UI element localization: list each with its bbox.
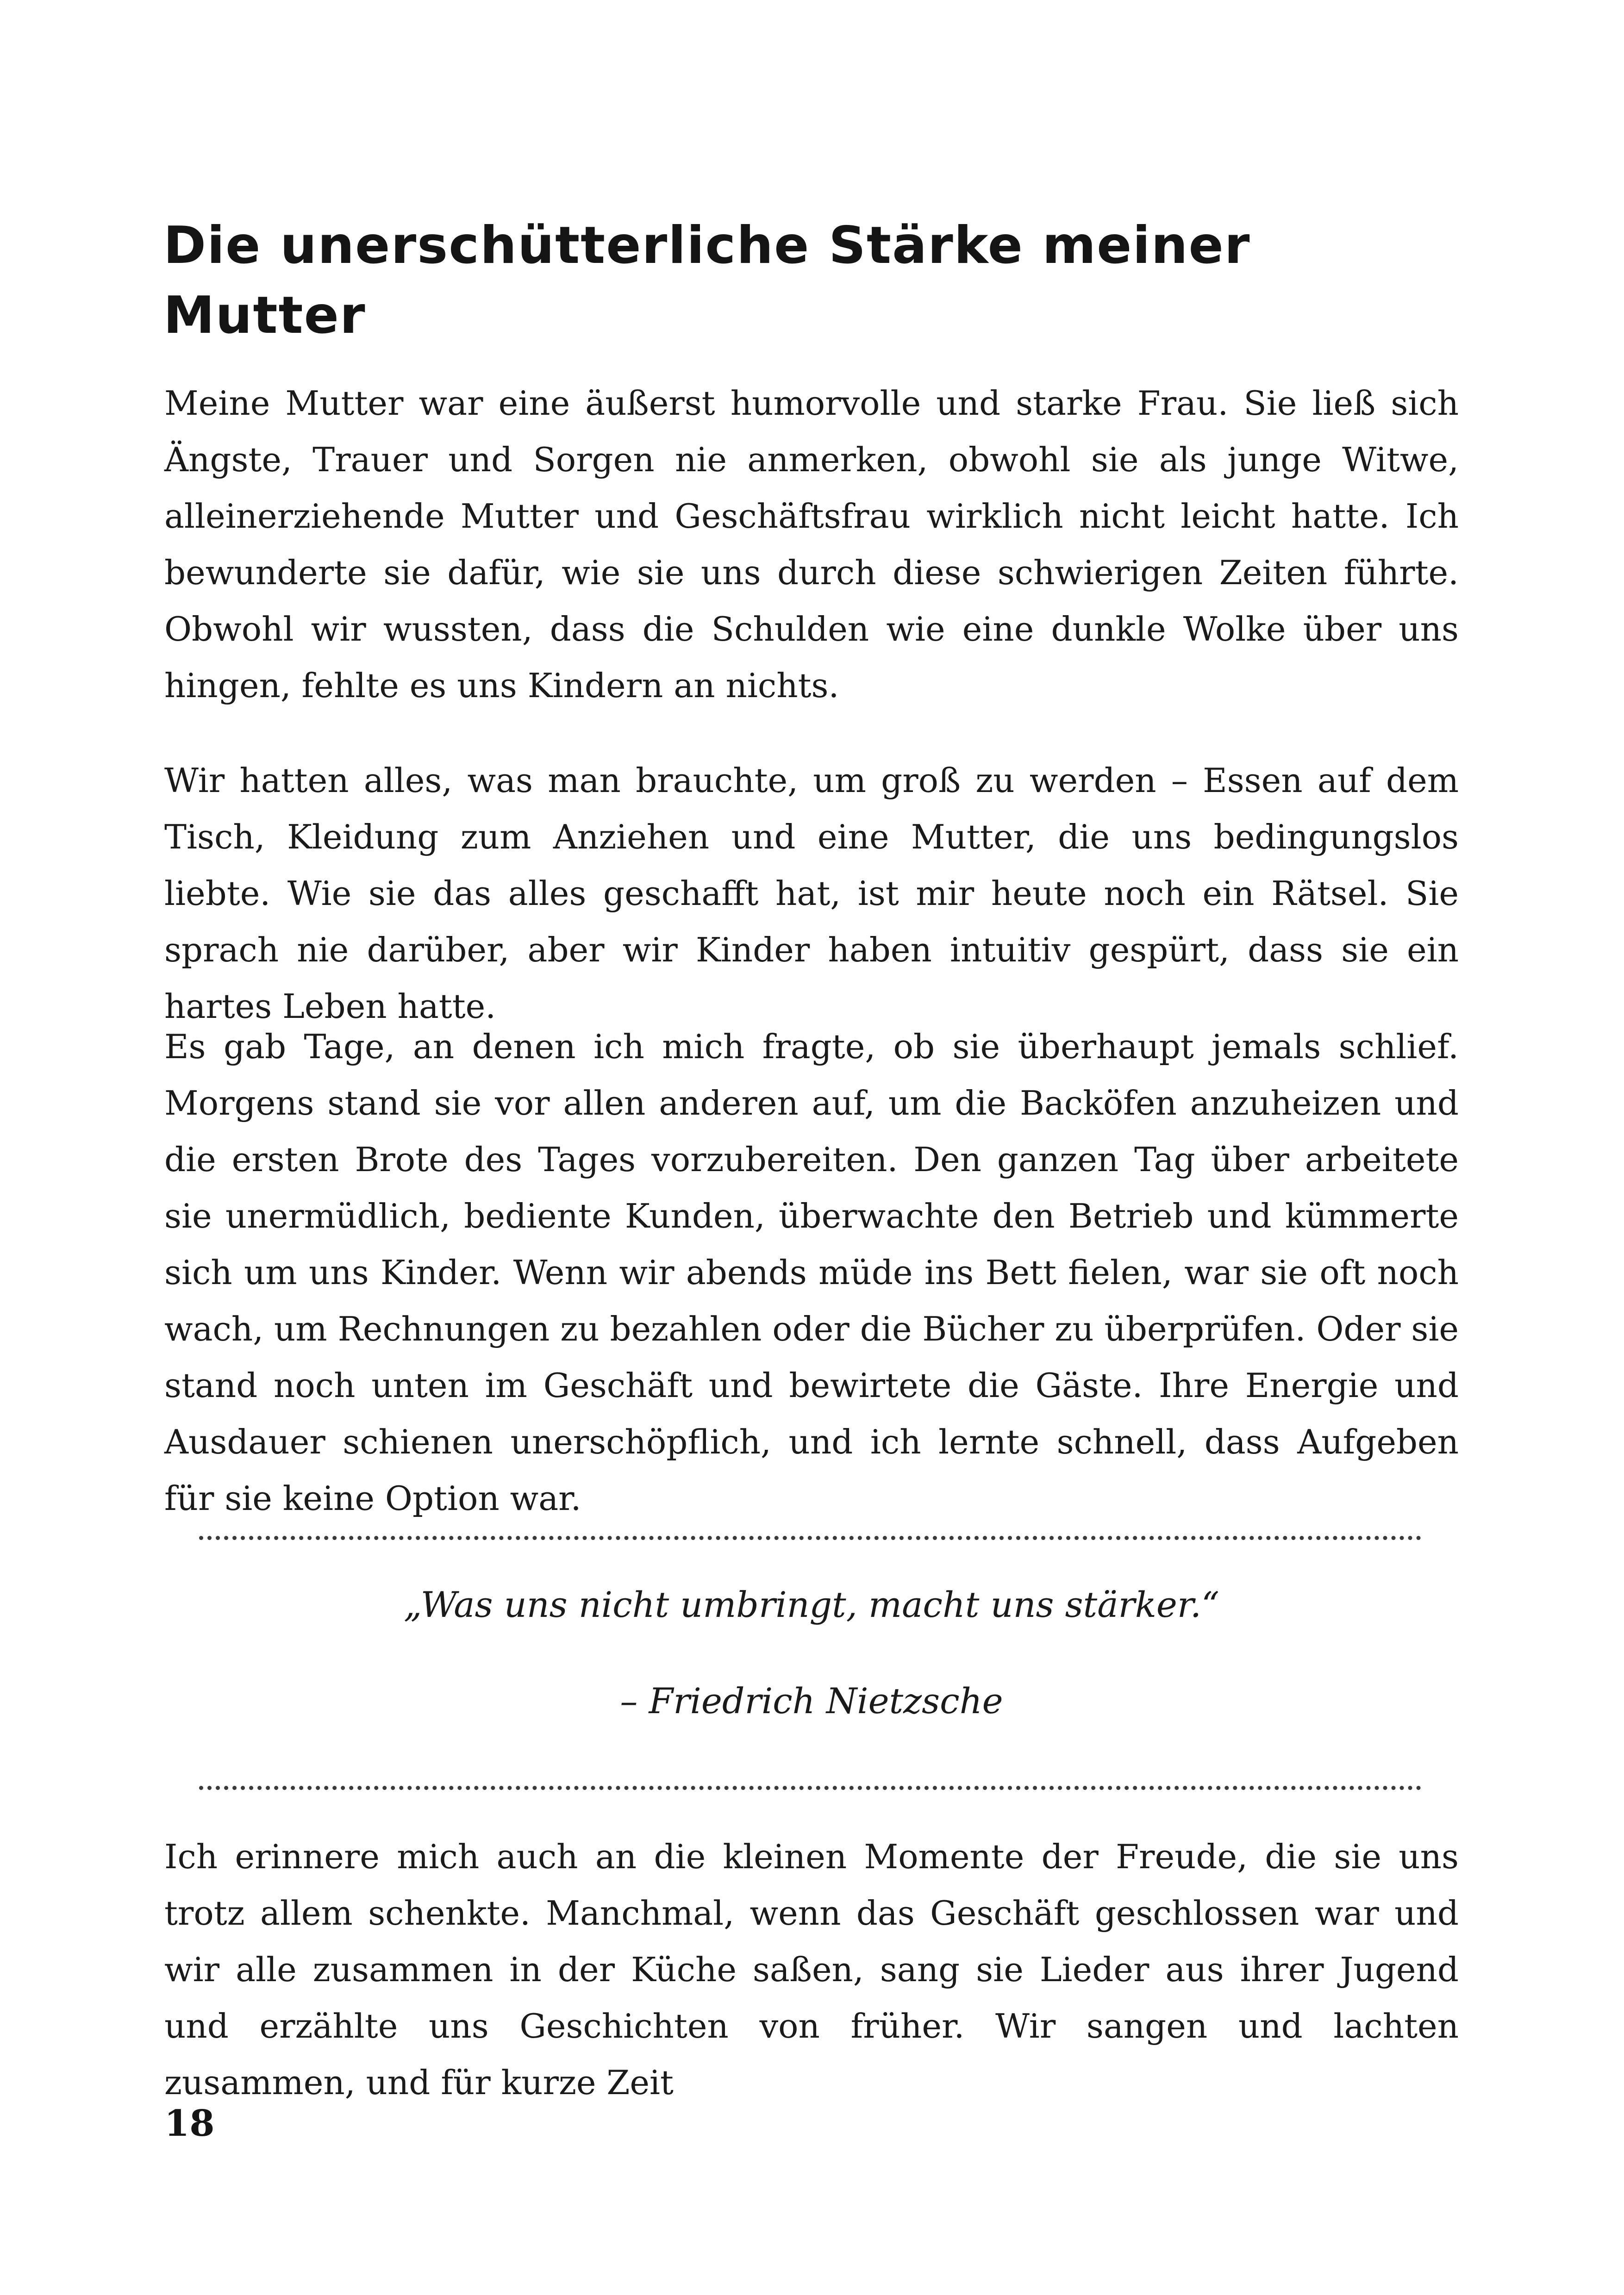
paragraph-4: Ich erinnere mich auch an die kleinen Momente der Freude, die sie uns trotz allem schenkte. Manchmal, wenn das Geschäft geschlossen war und wir alle zusammen in der Küche saßen, sang sie Lieder aus ihrer Jugend und erzählte uns Geschichten von früher. Wir sangen und lachten zusammen, und für kurze Zeit bbox=[164, 1837, 1459, 2102]
dotted-divider-bottom bbox=[199, 1786, 1421, 1790]
quote-author: – Friedrich Nietzsche bbox=[620, 1680, 1003, 1721]
paragraph-3: Es gab Tage, an denen ich mich fragte, ob sie überhaupt jemals schlief. Morgens stand sie vor allen anderen auf, um die Backöfen anzuheizen und die ersten Brote des Tages vorzubereiten. Den ganzen Tag über arbeitete sie unermüdlich, bediente Kunden, überwachte den Betrieb und kümmerte sich um uns Kinder. Wenn wir abends müde ins Bett fielen, war sie oft noch wach, um Rechnungen zu bezahlen oder die Bücher zu überprüfen. Oder sie stand noch unten im Geschäft und bewirtete die Gäste. Ihre Energie und Ausdauer schienen unerschöpflich, und ich lernte schnell, dass Aufgeben für sie keine Option war. bbox=[164, 1027, 1459, 1518]
page-number: 18 bbox=[164, 2102, 215, 2145]
paragraph-2: Wir hatten alles, was man brauchte, um groß zu werden – Essen auf dem Tisch, Kleidung zum Anziehen und eine Mutter, die uns bedingungslos liebte. Wie sie das alles geschafft hat, ist mir heute noch ein Rätsel. Sie sprach nie darüber, aber wir Kinder haben intuitiv gespürt, dass sie ein hartes Leben hatte. bbox=[164, 761, 1459, 1026]
dotted-divider-top bbox=[199, 1536, 1421, 1540]
quote-text: „Was uns nicht umbringt, macht uns stärker.“ bbox=[404, 1584, 1219, 1625]
paragraph-1: Meine Mutter war eine äußerst humorvolle und starke Frau. Sie ließ sich Ängste, Trauer und Sorgen nie anmerken, obwohl sie als junge Witwe, alleinerziehende Mutter und Geschäftsfrau wirklich nicht leicht hatte. Ich bewunderte sie dafür, wie sie uns durch diese schwierigen Zeiten führte. Obwohl wir wussten, dass die Schulden wie eine dunkle Wolke über uns hingen, fehlte es uns Kindern an nichts. bbox=[164, 384, 1459, 705]
chapter-heading: Die unerschütterliche Stärke meiner Mutter bbox=[163, 216, 1251, 345]
